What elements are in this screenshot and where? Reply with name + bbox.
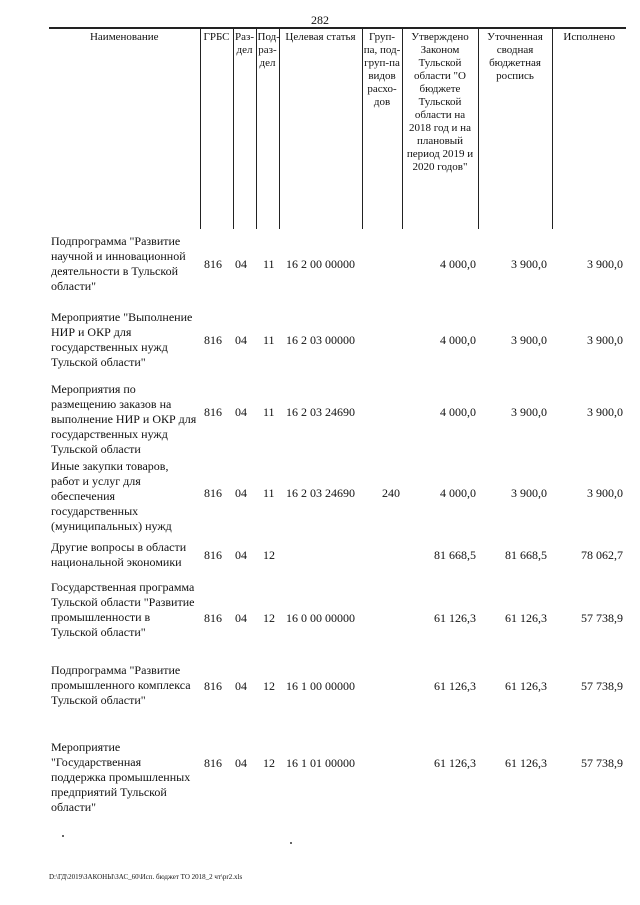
celevaya-statya-cell: 16 2 03 24690 (286, 405, 355, 419)
row-name-cell: Другие вопросы в области национальной экономики (51, 540, 187, 569)
grbs-cell: 816 (204, 405, 222, 419)
utverzhdeno-cell: 61 126,3 (434, 679, 476, 693)
razdel-cell: 04 (235, 257, 247, 271)
razdel-cell: 04 (235, 405, 247, 419)
utverzhdeno-cell: 4 000,0 (440, 257, 476, 271)
celevaya-statya-cell: 16 2 00 00000 (286, 257, 355, 271)
utverzhdeno-cell: 4 000,0 (440, 333, 476, 347)
grbs-cell: 816 (204, 257, 222, 271)
razdel-cell: 04 (235, 756, 247, 770)
row-name-cell: Мероприятия по размещению заказов на выполнение НИР и ОКР для государственных нужд Тульской области (51, 382, 197, 456)
ispolneno-cell: 57 738,9 (581, 611, 623, 625)
utochnennaya-cell: 3 900,0 (511, 333, 547, 347)
utverzhdeno-cell: 61 126,3 (434, 611, 476, 625)
utverzhdeno-cell: 4 000,0 (440, 405, 476, 419)
vid-rashodov-cell: 240 (382, 486, 400, 500)
utochnennaya-cell: 61 126,3 (505, 679, 547, 693)
celevaya-statya-cell: 16 1 00 00000 (286, 679, 355, 693)
podrazdel-cell: 11 (263, 257, 275, 271)
ispolneno-cell: 3 900,0 (587, 257, 623, 271)
ispolneno-cell: 3 900,0 (587, 486, 623, 500)
podrazdel-cell: 12 (263, 611, 275, 625)
razdel-cell: 04 (235, 548, 247, 562)
header-grbs: ГРБС (200, 28, 233, 229)
row-name-cell: Подпрограмма "Развитие промышленного комплекса Тульской области" (51, 663, 191, 707)
grbs-cell: 816 (204, 611, 222, 625)
utochnennaya-cell: 3 900,0 (511, 405, 547, 419)
razdel-cell: 04 (235, 333, 247, 347)
scan-speck (290, 842, 292, 844)
podrazdel-cell: 12 (263, 548, 275, 562)
grbs-cell: 816 (204, 679, 222, 693)
header-podrazdel: Под-раз-дел (256, 28, 279, 229)
utverzhdeno-cell: 4 000,0 (440, 486, 476, 500)
row-name-cell: Подпрограмма "Развитие научной и инновационной деятельности в Тульской области" (51, 234, 186, 293)
header-name: Наименование (49, 28, 200, 229)
celevaya-statya-cell: 16 2 03 24690 (286, 486, 355, 500)
grbs-cell: 816 (204, 548, 222, 562)
scan-speck (62, 835, 64, 837)
razdel-cell: 04 (235, 679, 247, 693)
row-name-cell: Мероприятие "Выполнение НИР и ОКР для государственных нужд Тульской области" (51, 310, 193, 369)
header-utochnennaya: Уточненная сводная бюджетная роспись (478, 28, 552, 229)
header-celevaya-statya: Целевая статья (279, 28, 362, 229)
grbs-cell: 816 (204, 486, 222, 500)
grbs-cell: 816 (204, 756, 222, 770)
row-name-cell: Мероприятие "Государственная поддержка промышленных предприятий Тульской области" (51, 740, 191, 814)
page-number: 282 (311, 13, 329, 27)
utochnennaya-cell: 3 900,0 (511, 257, 547, 271)
header-razdel: Раз-дел (233, 28, 256, 229)
podrazdel-cell: 12 (263, 756, 275, 770)
celevaya-statya-cell: 16 1 01 00000 (286, 756, 355, 770)
table-header (49, 27, 626, 229)
ispolneno-cell: 78 062,7 (581, 548, 623, 562)
podrazdel-cell: 11 (263, 486, 275, 500)
utochnennaya-cell: 61 126,3 (505, 756, 547, 770)
header-vid-rashodov: Груп-па, под-груп-па видов расхо-дов (362, 28, 402, 229)
utochnennaya-cell: 3 900,0 (511, 486, 547, 500)
razdel-cell: 04 (235, 486, 247, 500)
row-name-cell: Иные закупки товаров, работ и услуг для обеспечения государственных (муниципальных) нужд (51, 459, 172, 533)
podrazdel-cell: 11 (263, 333, 275, 347)
utverzhdeno-cell: 61 126,3 (434, 756, 476, 770)
podrazdel-cell: 11 (263, 405, 275, 419)
utochnennaya-cell: 81 668,5 (505, 548, 547, 562)
header-utverzhdeno: Утверждено Законом Тульской области "О бюджете Тульской области на 2018 год и на плановый период 2019 и 2020 годов" (402, 28, 478, 229)
celevaya-statya-cell: 16 0 00 00000 (286, 611, 355, 625)
row-name-cell: Государственная программа Тульской области "Развитие промышленности в Тульской области" (51, 580, 195, 639)
podrazdel-cell: 12 (263, 679, 275, 693)
ispolneno-cell: 57 738,9 (581, 756, 623, 770)
file-path-footer: D:\ГД\2019\ЗАКОНЫ\ЗАС_60\Исп. бюджет ТО 2018_2 чт\pr2.xls (49, 873, 243, 881)
utverzhdeno-cell: 81 668,5 (434, 548, 476, 562)
razdel-cell: 04 (235, 611, 247, 625)
ispolneno-cell: 3 900,0 (587, 405, 623, 419)
ispolneno-cell: 57 738,9 (581, 679, 623, 693)
utochnennaya-cell: 61 126,3 (505, 611, 547, 625)
grbs-cell: 816 (204, 333, 222, 347)
header-ispolneno: Исполнено (552, 28, 626, 229)
ispolneno-cell: 3 900,0 (587, 333, 623, 347)
celevaya-statya-cell: 16 2 03 00000 (286, 333, 355, 347)
